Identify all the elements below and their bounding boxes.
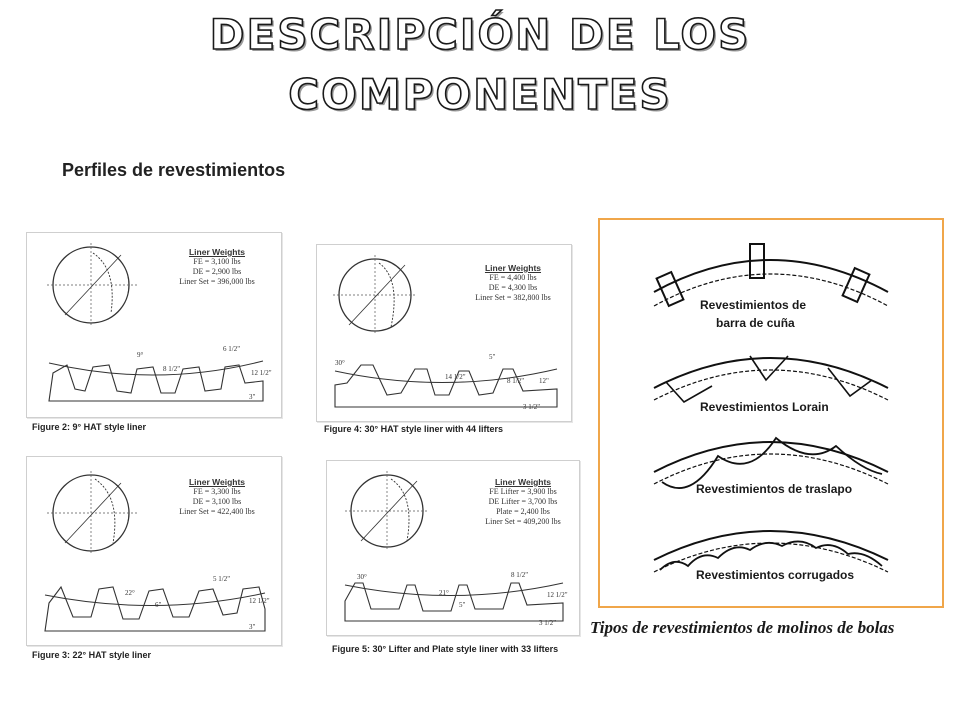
figure-3-weights-head: Liner Weights (188, 477, 246, 487)
page-title-line-2: COMPONENTES (288, 70, 672, 119)
figure-5-weights (475, 477, 571, 527)
figure-3-weights (171, 477, 263, 517)
figure-3-dim-b: 5 1/2" (213, 575, 231, 583)
figure-4-weights-head: Liner Weights (484, 263, 542, 273)
figure-3-panel (26, 456, 282, 646)
figure-5-weights-head: Liner Weights (494, 477, 552, 487)
figure-2-caption: Figure 2: 9° HAT style liner (32, 422, 146, 432)
figure-2-dim-c: 12 1/2" (251, 369, 272, 377)
figure-2-weights-head: Liner Weights (188, 247, 246, 257)
figure-5-weight-de: DE Lifter = 3,700 lbs (488, 497, 558, 506)
figure-5-dim-e: 3 1/2" (539, 619, 557, 627)
figure-2-dim-angle: 9° (137, 351, 144, 359)
label-lorain: Revestimientos Lorain (700, 400, 829, 414)
liner-types-panel (598, 218, 944, 608)
figure-3-dim-a: 6" (155, 601, 162, 609)
label-barra-de-cuna-2: barra de cuña (716, 316, 795, 330)
figure-4-weight-de: DE = 4,300 lbs (488, 283, 538, 292)
figure-5-caption: Figure 5: 30° Lifter and Plate style liner with 33 lifters (332, 644, 559, 654)
figure-5-dim-a: 21° (439, 589, 449, 597)
figure-3-dim-c: 12 1/2" (249, 597, 270, 605)
figure-2-dim-b: 6 1/2" (223, 345, 241, 353)
figure-5-weight-plate: Plate = 2,400 lbs (496, 507, 550, 516)
figure-5-weight-set: Liner Set = 409,200 lbs (485, 517, 561, 526)
liner-types-caption: Tipos de revestimientos de molinos de bolas (590, 618, 895, 637)
figure-3-caption: Figure 3: 22° HAT style liner (32, 650, 151, 660)
figure-5-panel (326, 460, 580, 636)
figure-3-dim-d: 3" (249, 623, 256, 631)
section-subtitle: Perfiles de revestimientos (62, 160, 286, 180)
figure-4-weight-fe: FE = 4,400 lbs (489, 273, 537, 282)
figure-4-dim-a: 5" (489, 353, 496, 361)
figure-5-dim-c: 8 1/2" (511, 571, 529, 579)
figure-4-panel (316, 244, 572, 422)
figure-3-weight-de: DE = 3,100 lbs (192, 497, 242, 506)
figure-5-dim-b: 5" (459, 601, 466, 609)
figure-2-weight-set: Liner Set = 396,000 lbs (179, 277, 255, 286)
figure-3-dim-angle: 22° (125, 589, 135, 597)
figure-4-dim-c: 8 1/2" (507, 377, 525, 385)
figure-5-dim-d: 12 1/2" (547, 591, 568, 599)
figure-4-dim-angle: 30° (335, 359, 345, 367)
figure-5-dim-angle: 30° (357, 573, 367, 581)
figure-2-weights (171, 247, 263, 287)
figure-5-weight-fe: FE Lifter = 3,900 lbs (489, 487, 557, 496)
figure-4-caption: Figure 4: 30° HAT style liner with 44 lifters (324, 424, 503, 434)
figure-2-panel (26, 232, 282, 418)
figure-3-weight-set: Liner Set = 422,400 lbs (179, 507, 255, 516)
figure-2-weight-de: DE = 2,900 lbs (192, 267, 242, 276)
page-title-line-1: DESCRIPCIÓN DE LOS (209, 10, 751, 59)
figure-4-dim-e: 3 1/2" (523, 403, 541, 411)
figure-2-dim-d: 3" (249, 393, 256, 401)
figure-3-weight-fe: FE = 3,300 lbs (193, 487, 241, 496)
label-barra-de-cuna-1: Revestimientos de (700, 298, 807, 312)
figure-4-weights (467, 263, 559, 303)
figure-4-weight-set: Liner Set = 382,800 lbs (475, 293, 551, 302)
figure-4-dim-d: 12" (539, 377, 549, 385)
figure-2-weight-fe: FE = 3,100 lbs (193, 257, 241, 266)
label-corrugados: Revestimientos corrugados (696, 568, 855, 582)
figure-4-dim-b: 14 1/2" (445, 373, 466, 381)
figure-2-dim-a: 8 1/2" (163, 365, 181, 373)
label-traslapo: Revestimientos de traslapo (696, 482, 853, 496)
